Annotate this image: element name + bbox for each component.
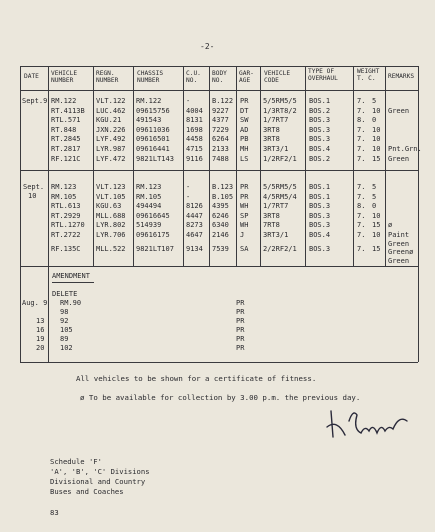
cu-no-cell: 4004 — [186, 106, 203, 115]
vehicle-code-cell: 5/5RM5/5 — [263, 183, 297, 191]
weight-t-cell: 8. — [357, 116, 366, 125]
vehicle-number-cell: RF.121C — [51, 154, 81, 163]
header-cu-no: C.U. NO. — [186, 70, 201, 84]
weight-c-cell: 15 — [372, 154, 381, 163]
body-no-cell: 7229 — [212, 125, 229, 134]
weight-c-cell: 5 — [372, 97, 377, 105]
fitness-note: All vehicles to be shown for a certificate of fitness. — [76, 374, 317, 383]
chassis-number-cell: 09616441 — [136, 145, 170, 153]
overhaul-cell: BOS.4 — [309, 231, 331, 239]
remarks-cell: Green — [388, 240, 410, 248]
page-footer-number: 83 — [50, 508, 59, 517]
header-bottom-rule — [20, 90, 418, 91]
vehicle-code-cell: 1/3RT8/2 — [263, 106, 297, 115]
garage-cell: AD — [240, 125, 249, 134]
body-no-cell: B.123 — [212, 183, 234, 191]
regn-number-cell: MLL.688 — [96, 211, 126, 220]
remarks-cell: Paint — [388, 231, 410, 239]
vehicle-code-cell: 3RT3/1 — [263, 145, 289, 153]
amendment-garage-cell: PR — [236, 299, 245, 307]
garage-cell: PB — [240, 135, 249, 144]
amendment-date-cell: 13 — [36, 317, 45, 325]
vehicle-number-cell: RTL.571 — [51, 116, 81, 125]
chassis-number-cell: 491543 — [136, 116, 162, 125]
header-type-of-overhaul: TYPE OF OVERHAUL — [308, 68, 338, 82]
weight-t-cell: 7. — [357, 135, 366, 144]
vehicle-code-cell: 1/7RT7 — [263, 116, 289, 125]
header-body-no: BODY NO. — [212, 70, 227, 84]
overhaul-cell: BOS.3 — [309, 125, 331, 134]
remarks-cell: Green — [388, 154, 410, 163]
regn-number-cell: KGU.21 — [96, 116, 122, 125]
chassis-number-cell: 514939 — [136, 221, 162, 230]
garage-cell: SW — [240, 116, 249, 125]
vehicle-code-cell: 5/5RM5/5 — [263, 97, 297, 105]
column-rule — [236, 66, 237, 266]
amendment-garage-cell: PR — [236, 344, 245, 352]
garage-cell: MH — [240, 145, 249, 153]
amendment-garage-cell: PR — [236, 317, 245, 325]
weight-t-cell: 7. — [357, 125, 366, 134]
column-rule — [183, 66, 184, 266]
body-no-cell: 6246 — [212, 211, 229, 220]
cu-no-cell: 4647 — [186, 231, 203, 239]
weight-t-cell: 7. — [357, 245, 366, 253]
amendment-vehicle-cell: 98 — [60, 308, 69, 316]
overhaul-cell: BOS.3 — [309, 116, 331, 125]
remarks-cell: Green — [388, 106, 410, 115]
garage-cell: J — [240, 231, 245, 239]
weight-t-cell: 7. — [357, 154, 366, 163]
regn-number-cell: VLT.105 — [96, 192, 126, 201]
cu-no-cell: 1698 — [186, 125, 203, 134]
amendment-garage-cell: PR — [236, 326, 245, 334]
garage-cell: PR — [240, 183, 249, 191]
cu-no-cell: 8131 — [186, 116, 203, 125]
schedule-line: 'A', 'B', 'C' Divisions — [50, 467, 150, 476]
schedule-line: Divisional and Country — [50, 477, 146, 486]
cu-no-cell: 4715 — [186, 145, 203, 153]
header-vehicle-number: VEHICLE NUMBER — [51, 70, 78, 84]
body-no-cell: 6264 — [212, 135, 229, 144]
overhaul-cell: BOS.1 — [309, 183, 331, 191]
body-no-cell: 4395 — [212, 202, 229, 211]
weight-c-cell: 5 — [372, 183, 377, 191]
amendment-date-cell: 16 — [36, 326, 45, 334]
column-rule — [385, 66, 386, 266]
schedule-line: Schedule 'F' — [50, 457, 102, 466]
overhaul-cell: BOS.3 — [309, 245, 331, 253]
body-no-cell: 7488 — [212, 154, 229, 163]
garage-cell: DT — [240, 106, 249, 115]
regn-number-cell: VLT.123 — [96, 183, 126, 191]
remarks-cell: ø — [388, 221, 393, 230]
header-chassis-number: CHASSIS NUMBER — [137, 70, 164, 84]
body-no-cell: 7539 — [212, 245, 229, 253]
remarks-cell: Greenø Green — [388, 248, 414, 265]
weight-t-cell: 7. — [357, 106, 366, 115]
weight-c-cell: 10 — [372, 125, 381, 134]
column-rule — [48, 66, 49, 362]
remarks-cell: Pnt.Grn. — [388, 145, 422, 153]
vehicle-number-cell: RM.123 — [51, 183, 77, 191]
cu-no-cell: - — [186, 192, 191, 201]
overhaul-cell: BOS.3 — [309, 202, 331, 211]
weight-c-cell: 10 — [372, 106, 381, 115]
header-date: DATE — [24, 73, 39, 80]
weight-t-cell: 7. — [357, 192, 366, 201]
vehicle-number-cell: RT.2817 — [51, 145, 81, 153]
vehicle-code-cell: 4/5RM5/4 — [263, 192, 297, 201]
garage-cell: LS — [240, 154, 249, 163]
body-no-cell: B.105 — [212, 192, 234, 201]
cu-no-cell: 9134 — [186, 245, 203, 253]
column-rule — [133, 66, 134, 266]
weight-c-cell: 10 — [372, 135, 381, 144]
handwritten-signature — [323, 405, 413, 445]
table-bottom-rule — [20, 362, 418, 363]
cu-no-cell: 8126 — [186, 202, 203, 211]
column-rule — [20, 66, 21, 362]
regn-number-cell: LUC.462 — [96, 106, 126, 115]
header-weight: WEIGHT T. C. — [357, 68, 380, 82]
chassis-number-cell: 09615756 — [136, 106, 170, 115]
overhaul-cell: BOS.2 — [309, 154, 331, 163]
regn-number-cell: LYF.492 — [96, 135, 126, 144]
header-garage: GAR- AGE — [239, 70, 254, 84]
regn-number-cell: LYR.802 — [96, 221, 126, 230]
regn-number-cell: VLT.122 — [96, 97, 126, 105]
weight-t-cell: 7. — [357, 231, 366, 239]
vehicle-code-cell: 3RT8 — [263, 211, 280, 220]
column-rule — [305, 66, 306, 266]
amendment-vehicle-cell: 105 — [60, 326, 73, 334]
overhaul-cell: BOS.1 — [309, 192, 331, 201]
column-rule — [209, 66, 210, 266]
garage-cell: SA — [240, 245, 249, 253]
chassis-number-cell: 09616645 — [136, 211, 170, 220]
weight-c-cell: 0 — [372, 202, 377, 211]
vehicle-code-cell: 3RT8 — [263, 135, 280, 144]
overhaul-cell: BOS.1 — [309, 97, 331, 105]
body-no-cell: 2146 — [212, 231, 229, 239]
group-divider-rule — [20, 266, 418, 267]
weight-t-cell: 7. — [357, 211, 366, 220]
garage-cell: PR — [240, 97, 249, 105]
weight-c-cell: 5 — [372, 192, 377, 201]
column-rule — [260, 66, 261, 266]
table-top-rule — [20, 66, 418, 67]
date-cell: Sept.9 — [22, 97, 48, 105]
amendment-garage-cell: PR — [236, 335, 245, 343]
vehicle-number-cell: RT.2722 — [51, 231, 81, 239]
weight-c-cell: 10 — [372, 211, 381, 220]
overhaul-cell: BOS.3 — [309, 135, 331, 144]
chassis-number-cell: 09611036 — [136, 125, 170, 134]
cu-no-cell: 8273 — [186, 221, 203, 230]
vehicle-number-cell: RM.122 — [51, 97, 77, 105]
amendment-vehicle-cell: 89 — [60, 335, 69, 343]
weight-t-cell: 7. — [357, 145, 366, 153]
overhaul-cell: BOS.4 — [309, 145, 331, 153]
collection-note: ø To be available for collection by 3.00 p.m. the previous day. — [80, 393, 361, 402]
garage-cell: WH — [240, 221, 249, 230]
vehicle-number-cell: RM.105 — [51, 192, 77, 201]
vehicle-code-cell: 1/2RF2/1 — [263, 154, 297, 163]
column-rule — [418, 66, 419, 362]
cu-no-cell: 9116 — [186, 154, 203, 163]
vehicle-code-cell: 3RT3/1 — [263, 231, 289, 239]
overhaul-cell: BOS.2 — [309, 106, 331, 115]
weight-t-cell: 7. — [357, 183, 366, 191]
regn-number-cell: LYR.987 — [96, 145, 126, 153]
amendment-date-cell: Aug. 9 — [22, 299, 48, 307]
column-rule — [93, 66, 94, 266]
vehicle-number-cell: RTL.1270 — [51, 221, 85, 230]
chassis-number-cell: 09616501 — [136, 135, 170, 144]
cu-no-cell: 4458 — [186, 135, 203, 144]
overhaul-cell: BOS.3 — [309, 221, 331, 230]
garage-cell: WH — [240, 202, 249, 211]
date-cell: 10 — [28, 192, 37, 200]
header-vehicle-code: VEHICLE CODE — [264, 70, 291, 84]
header-regn-number: REGN. NUMBER — [96, 70, 119, 84]
weight-c-cell: 10 — [372, 231, 381, 239]
regn-number-cell: MLL.522 — [96, 245, 126, 253]
body-no-cell: 6340 — [212, 221, 229, 230]
schedule-line: Buses and Coaches — [50, 487, 124, 496]
vehicle-code-cell: 3RT8 — [263, 125, 280, 134]
regn-number-cell: JXN.226 — [96, 125, 126, 134]
amendment-vehicle-cell: 92 — [60, 317, 69, 325]
column-rule — [353, 66, 354, 266]
body-no-cell: 4377 — [212, 116, 229, 125]
vehicle-code-cell: 7RT8 — [263, 221, 280, 230]
chassis-number-cell: RM.105 — [136, 192, 162, 201]
cu-no-cell: 4447 — [186, 211, 203, 220]
vehicle-code-cell: 1/7RT7 — [263, 202, 289, 211]
vehicle-code-cell: 2/2RF2/1 — [263, 245, 297, 253]
regn-number-cell: LYF.472 — [96, 154, 126, 163]
chassis-number-cell: 09616175 — [136, 231, 170, 239]
header-remarks: REMARKS — [388, 73, 415, 80]
vehicle-number-cell: RT.2845 — [51, 135, 81, 144]
page-number: -2- — [200, 42, 215, 51]
garage-cell: SP — [240, 211, 249, 220]
weight-c-cell: 10 — [372, 145, 381, 153]
body-no-cell: 2133 — [212, 145, 229, 153]
weight-c-cell: 15 — [372, 245, 381, 253]
date-cell: Sept. — [23, 183, 45, 191]
delete-label: DELETE — [52, 290, 78, 298]
amendment-vehicle-cell: 102 — [60, 344, 73, 352]
weight-t-cell: 7. — [357, 221, 366, 230]
body-no-cell: 9227 — [212, 106, 229, 115]
amendment-date-cell: 20 — [36, 344, 45, 352]
chassis-number-cell: 9821LT107 — [136, 245, 174, 253]
chassis-number-cell: 494494 — [136, 202, 162, 211]
amendment-date-cell: 19 — [36, 335, 45, 343]
weight-c-cell: 0 — [372, 116, 377, 125]
amendment-garage-cell: PR — [236, 308, 245, 316]
body-no-cell: B.122 — [212, 97, 234, 105]
amendment-vehicle-cell: RM.90 — [60, 299, 82, 307]
amendment-title: AMENDMENT — [52, 272, 90, 280]
cu-no-cell: - — [186, 97, 191, 105]
regn-number-cell: KGU.63 — [96, 202, 122, 211]
vehicle-number-cell: RTL.613 — [51, 202, 81, 211]
weight-t-cell: 7. — [357, 97, 366, 105]
vehicle-number-cell: RT.848 — [51, 125, 77, 134]
weight-c-cell: 15 — [372, 221, 381, 230]
chassis-number-cell: 9821LT143 — [136, 154, 174, 163]
vehicle-number-cell: RT.4113B — [51, 106, 85, 115]
chassis-number-cell: RM.123 — [136, 183, 162, 191]
group-divider-rule — [20, 170, 418, 171]
cu-no-cell: - — [186, 183, 191, 191]
weight-t-cell: 8. — [357, 202, 366, 211]
chassis-number-cell: RM.122 — [136, 97, 162, 105]
overhaul-cell: BOS.3 — [309, 211, 331, 220]
vehicle-number-cell: RT.2929 — [51, 211, 81, 220]
amendment-underline — [52, 282, 94, 283]
regn-number-cell: LYR.706 — [96, 231, 126, 239]
garage-cell: PR — [240, 192, 249, 201]
vehicle-number-cell: RF.135C — [51, 245, 81, 253]
